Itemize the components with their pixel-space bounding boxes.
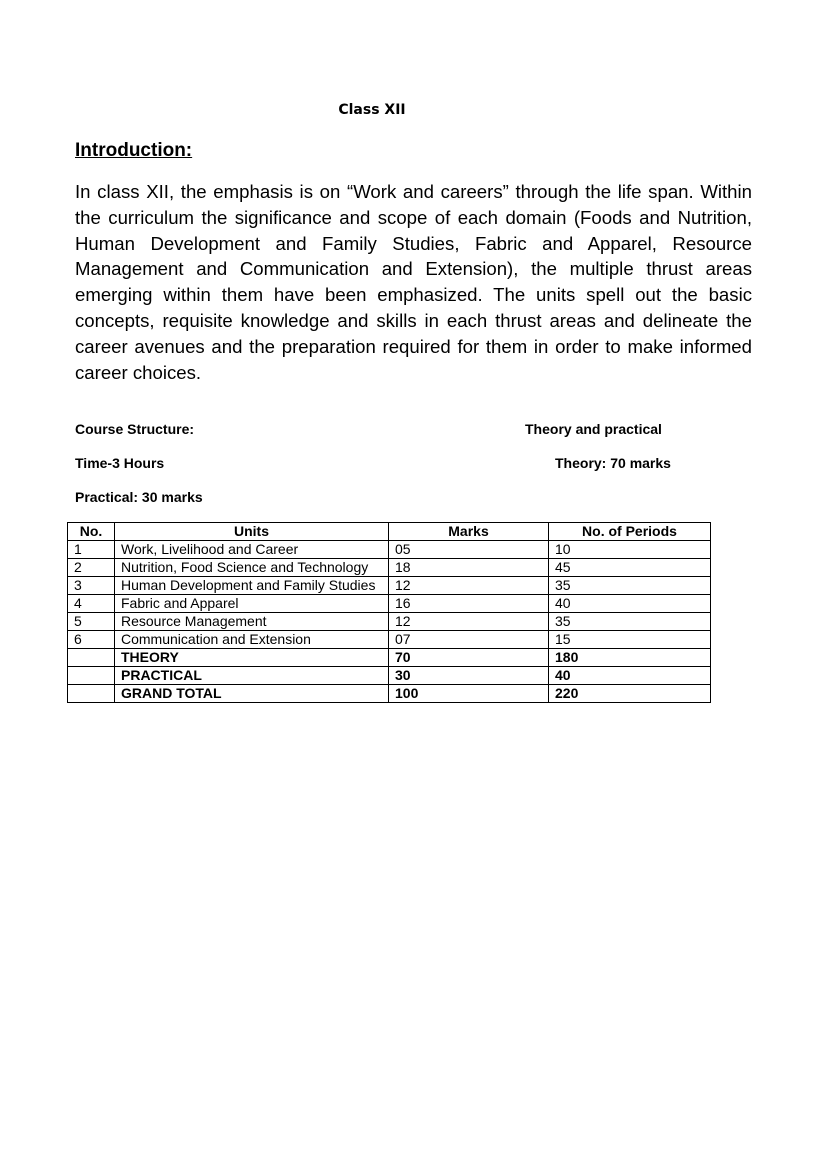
total-row-grand [68, 685, 711, 703]
table-row [68, 595, 711, 613]
total-label: THEORY [115, 649, 389, 667]
total-periods: 180 [549, 649, 711, 667]
theory-marks: Theory: 70 marks [555, 455, 671, 471]
cell-periods: 15 [549, 631, 711, 649]
cell-unit: Human Development and Family Studies [115, 577, 389, 595]
total-marks: 70 [389, 649, 549, 667]
total-row-practical [68, 667, 711, 685]
cell-no: 2 [68, 559, 115, 577]
introduction-paragraph: In class XII, the emphasis is on “Work and careers” through the life span. Within the curriculum the significance and scope of each domain (Foods and Nutrition, Human Development and Family Studies, Fabric and Apparel, Resource Management and Communication and Extension), the multiple thrust areas emerging within them have been emphasized. The units spell out the basic concepts, requisite knowledge and skills in each thrust areas and delineate the career avenues and the preparation required for them in order to make informed career choices. [75, 181, 752, 383]
header-marks: Marks [389, 523, 549, 541]
cell-no: 6 [68, 631, 115, 649]
course-structure-label: Course Structure: [75, 421, 195, 437]
cell-periods: 35 [549, 577, 711, 595]
class-title: Class XII [338, 102, 406, 118]
cell-no-empty [68, 649, 115, 667]
cell-no-empty [68, 667, 115, 685]
total-periods: 40 [549, 667, 711, 685]
header-units: Units [115, 523, 389, 541]
cell-marks: 12 [389, 577, 549, 595]
cell-marks: 07 [389, 631, 549, 649]
cell-marks: 18 [389, 559, 549, 577]
cell-periods: 40 [549, 595, 711, 613]
introduction-heading: Introduction: [75, 140, 193, 161]
cell-no-empty [68, 685, 115, 703]
total-label: GRAND TOTAL [115, 685, 389, 703]
table-header-row [68, 523, 711, 541]
course-type: Theory and practical [525, 421, 662, 437]
header-no: No. [68, 523, 115, 541]
cell-marks: 05 [389, 541, 549, 559]
total-marks: 30 [389, 667, 549, 685]
cell-periods: 35 [549, 613, 711, 631]
cell-marks: 16 [389, 595, 549, 613]
cell-unit: Work, Livelihood and Career [115, 541, 389, 559]
cell-unit: Resource Management [115, 613, 389, 631]
table-row [68, 631, 711, 649]
total-periods: 220 [549, 685, 711, 703]
cell-no: 3 [68, 577, 115, 595]
practical-marks: Practical: 30 marks [75, 489, 203, 505]
table-row [68, 541, 711, 559]
cell-unit: Fabric and Apparel [115, 595, 389, 613]
cell-periods: 10 [549, 541, 711, 559]
cell-no: 1 [68, 541, 115, 559]
total-row-theory [68, 649, 711, 667]
cell-marks: 12 [389, 613, 549, 631]
units-table [67, 522, 711, 703]
cell-no: 4 [68, 595, 115, 613]
total-label: PRACTICAL [115, 667, 389, 685]
header-periods: No. of Periods [549, 523, 711, 541]
cell-unit: Communication and Extension [115, 631, 389, 649]
table-row [68, 577, 711, 595]
cell-periods: 45 [549, 559, 711, 577]
table-row [68, 613, 711, 631]
table-row [68, 559, 711, 577]
total-marks: 100 [389, 685, 549, 703]
cell-no: 5 [68, 613, 115, 631]
exam-time: Time-3 Hours [75, 455, 165, 471]
cell-unit: Nutrition, Food Science and Technology [115, 559, 389, 577]
